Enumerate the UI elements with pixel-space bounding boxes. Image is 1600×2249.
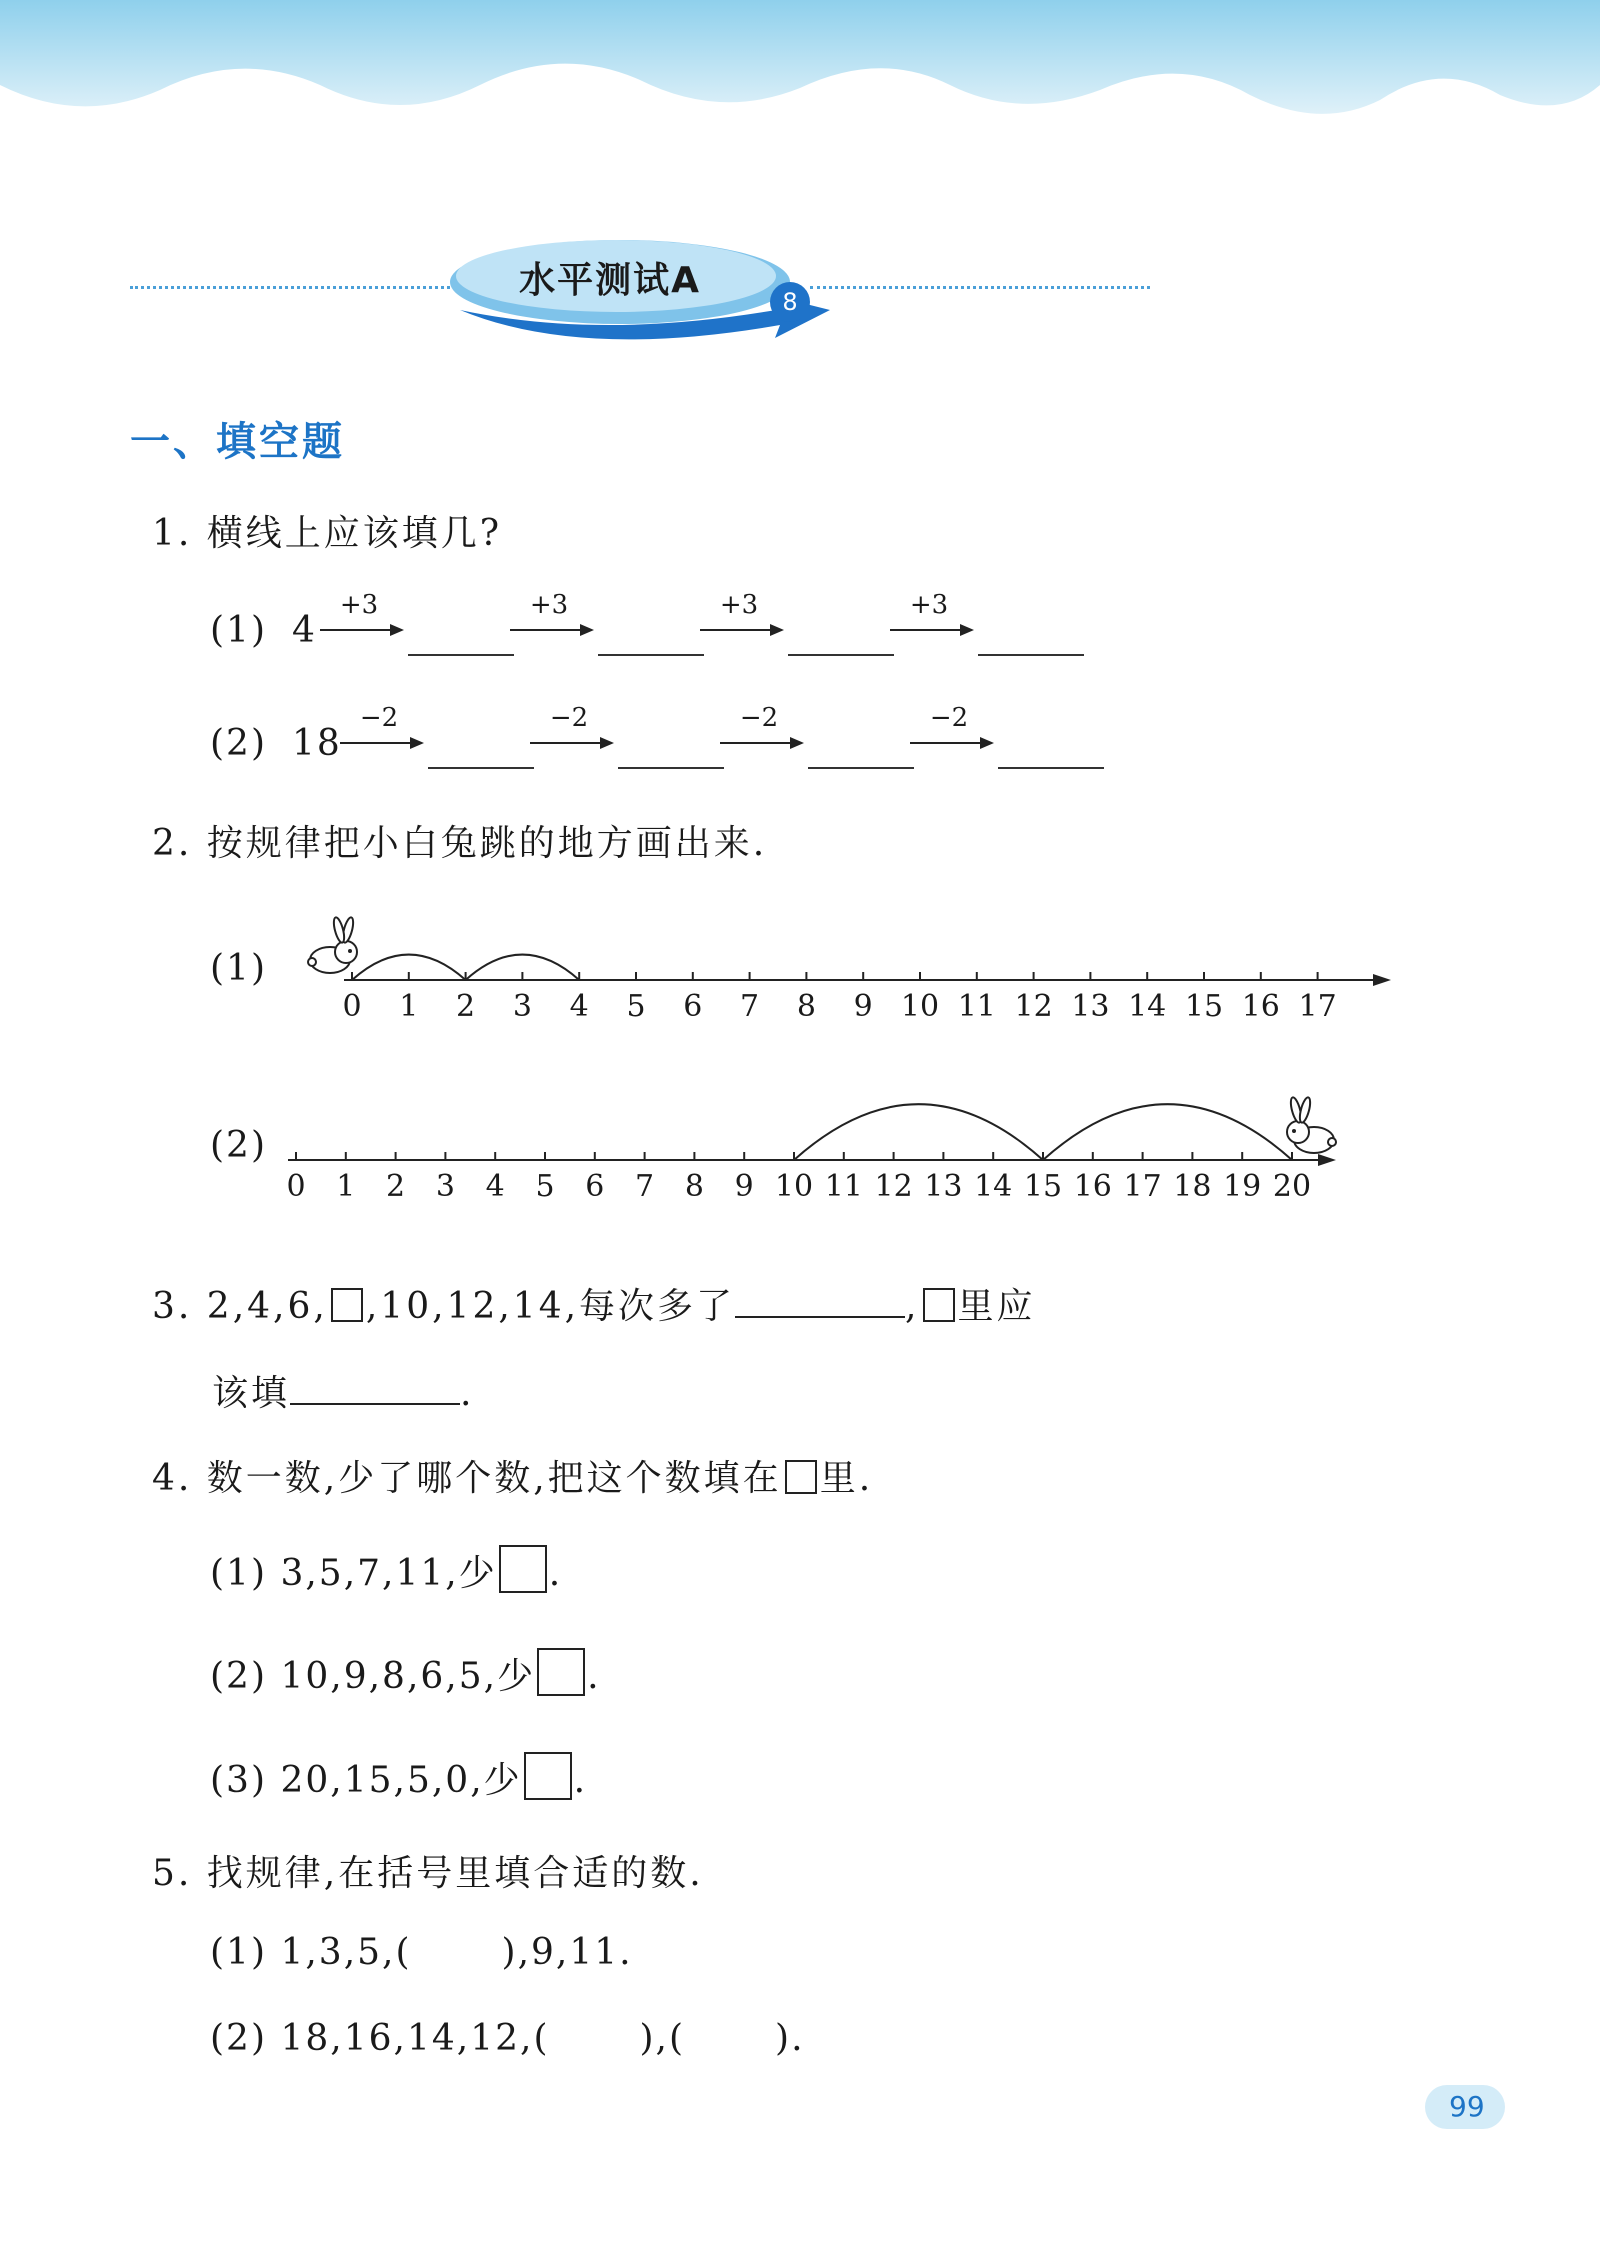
q4-part1-end: . bbox=[548, 1553, 563, 1594]
q1-part2-answer-blank[interactable] bbox=[428, 767, 534, 769]
q3-box-reference bbox=[923, 1288, 955, 1322]
q5-part2-a: (2) 18,16,14,12,( bbox=[210, 2018, 550, 2059]
q1-part1-arrow-icon bbox=[318, 620, 408, 640]
q1-part1-step-label: +3 bbox=[339, 590, 379, 620]
q3-middle: ,10,12,14,每次多了 bbox=[365, 1286, 736, 1327]
number-line-tick-label: 4 bbox=[485, 1169, 505, 1204]
q3-line2 bbox=[212, 1365, 474, 1416]
number-line-tick-label: 10 bbox=[774, 1169, 814, 1204]
q1-part1-arrow-icon bbox=[698, 620, 788, 640]
q3-answer-box[interactable] bbox=[331, 1288, 363, 1322]
number-line-tick-label: 16 bbox=[1073, 1169, 1112, 1204]
q4-box-reference bbox=[785, 1460, 817, 1494]
number-line-arrowhead-icon bbox=[1318, 1154, 1336, 1166]
q1-part1-step-label: +3 bbox=[719, 590, 759, 620]
q4-suffix: 里. bbox=[819, 1458, 874, 1499]
q1-part2-step-label: −2 bbox=[549, 703, 589, 733]
banner-title: 水平测试A bbox=[519, 260, 701, 301]
q1-part1-answer-blank[interactable] bbox=[598, 654, 704, 656]
sky-header-decoration bbox=[0, 0, 1600, 150]
q4-part1-answer-box[interactable] bbox=[499, 1545, 547, 1593]
q1-text: 1. 横线上应该填几? bbox=[152, 513, 503, 554]
number-line-tick-label: 17 bbox=[1298, 989, 1337, 1024]
q5-part2 bbox=[210, 2018, 805, 2059]
q1-part1 bbox=[210, 590, 1110, 670]
number-line-tick-label: 13 bbox=[1071, 989, 1110, 1024]
q1-part2-start: 18 bbox=[292, 723, 342, 764]
number-line-tick-label: 9 bbox=[734, 1169, 754, 1204]
number-line-tick-label: 9 bbox=[853, 989, 873, 1024]
page-number: 99 bbox=[1449, 2090, 1485, 2123]
q1-part2-arrow-icon bbox=[718, 733, 808, 753]
q4-part2-end: . bbox=[587, 1656, 601, 1697]
q4-part3-end: . bbox=[573, 1760, 588, 1801]
q1-part2-arrow-icon bbox=[528, 733, 618, 753]
q5-part1-b: ),9,11. bbox=[501, 1932, 633, 1973]
q5-part1 bbox=[210, 1932, 633, 1973]
dotted-rule-left bbox=[130, 286, 450, 289]
number-line-tick-label: 13 bbox=[924, 1169, 963, 1204]
q4-part2 bbox=[210, 1648, 601, 1699]
q2-part2-number-line bbox=[280, 1090, 1400, 1210]
q4-part2-text: (2) 10,9,8,6,5,少 bbox=[210, 1656, 536, 1697]
unit-number: 8 bbox=[782, 288, 798, 316]
q1-part1-arrow-icon bbox=[888, 620, 978, 640]
number-line-tick-label: 3 bbox=[512, 989, 532, 1024]
number-line-tick-label: 7 bbox=[635, 1169, 655, 1204]
number-line-tick-label: 15 bbox=[1023, 1169, 1063, 1204]
number-line-tick-label: 6 bbox=[683, 989, 703, 1024]
q1-part1-start: 4 bbox=[292, 610, 317, 651]
number-line-tick-label: 0 bbox=[286, 1169, 306, 1204]
q1-part1-arrow-icon bbox=[508, 620, 598, 640]
q3-suffix: , bbox=[905, 1286, 920, 1327]
q1-part2-step-label: −2 bbox=[739, 703, 779, 733]
title-banner bbox=[130, 240, 1150, 340]
q5-part2-b: ),( bbox=[639, 2018, 686, 2059]
q3-line1 bbox=[152, 1278, 1036, 1329]
q4-part3-text: (3) 20,15,5,0,少 bbox=[210, 1760, 522, 1801]
q4-text bbox=[152, 1450, 873, 1501]
q1-part2-arrow-icon bbox=[908, 733, 998, 753]
q3-prefix: 3. 2,4,6, bbox=[152, 1286, 328, 1327]
number-line-tick-label: 14 bbox=[974, 1169, 1013, 1204]
q3-suffix2: 里应 bbox=[957, 1286, 1036, 1327]
q2-text: 2. 按规律把小白兔跳的地方画出来. bbox=[152, 823, 768, 864]
q2-part2-label: (2) bbox=[210, 1125, 267, 1166]
number-line-tick-label: 11 bbox=[824, 1169, 863, 1204]
number-line-tick-label: 18 bbox=[1173, 1169, 1212, 1204]
number-line-tick-label: 6 bbox=[585, 1169, 605, 1204]
number-line-tick-label: 1 bbox=[399, 989, 419, 1024]
rabbit-icon bbox=[1287, 1096, 1336, 1153]
q1-part1-step-label: +3 bbox=[529, 590, 569, 620]
q4-part1 bbox=[210, 1545, 562, 1596]
q3-blank-difference[interactable] bbox=[735, 1316, 905, 1318]
q3-end: . bbox=[460, 1373, 475, 1414]
number-line-tick-label: 5 bbox=[535, 1169, 555, 1204]
q1-part1-answer-blank[interactable] bbox=[978, 654, 1084, 656]
number-line-tick-label: 8 bbox=[684, 1169, 704, 1204]
unit-number-badge bbox=[770, 282, 810, 322]
number-line-tick-label: 5 bbox=[626, 989, 646, 1024]
q1-part2-step-label: −2 bbox=[359, 703, 399, 733]
q5-part1-a: (1) 1,3,5,( bbox=[210, 1932, 412, 1973]
number-line-tick-label: 7 bbox=[740, 989, 760, 1024]
q5-text: 5. 找规律,在括号里填合适的数. bbox=[152, 1853, 704, 1894]
number-line-tick-label: 3 bbox=[435, 1169, 455, 1204]
number-line-tick-label: 8 bbox=[796, 989, 816, 1024]
q1-part1-label: (1) bbox=[210, 610, 267, 651]
number-line-arrowhead-icon bbox=[1373, 974, 1391, 986]
q1-part1-answer-blank[interactable] bbox=[788, 654, 894, 656]
q1-part2-answer-blank[interactable] bbox=[998, 767, 1104, 769]
q3-line2-text: 该填 bbox=[212, 1373, 291, 1414]
q1-part2-arrow-icon bbox=[338, 733, 428, 753]
q1-part2-answer-blank[interactable] bbox=[618, 767, 724, 769]
number-line-tick-label: 16 bbox=[1241, 989, 1280, 1024]
q4-part1-text: (1) 3,5,7,11,少 bbox=[210, 1553, 497, 1594]
q2-part1-number-line bbox=[280, 910, 1400, 1030]
number-line-tick-label: 14 bbox=[1128, 989, 1167, 1024]
q4-part3 bbox=[210, 1752, 587, 1803]
number-line-tick-label: 19 bbox=[1223, 1169, 1262, 1204]
q1-part2 bbox=[210, 703, 1130, 783]
q1-part1-answer-blank[interactable] bbox=[408, 654, 514, 656]
number-line-tick-label: 0 bbox=[342, 989, 362, 1024]
q4-part2-answer-box[interactable] bbox=[537, 1648, 585, 1696]
number-line-tick-label: 12 bbox=[874, 1169, 913, 1204]
q2-part1-label: (1) bbox=[210, 948, 267, 989]
q3-blank-fill[interactable] bbox=[290, 1403, 460, 1405]
q5-part2-c: ). bbox=[775, 2018, 805, 2059]
section-title: 一、填空题 bbox=[130, 419, 345, 465]
q4-prefix: 4. 数一数,少了哪个数,把这个数填在 bbox=[152, 1458, 782, 1499]
jump-arc bbox=[794, 1104, 1043, 1160]
number-line-tick-label: 17 bbox=[1123, 1169, 1162, 1204]
rabbit-icon bbox=[308, 916, 357, 973]
number-line-tick-label: 20 bbox=[1272, 1169, 1312, 1204]
q1-part2-answer-blank[interactable] bbox=[808, 767, 914, 769]
q4-part3-answer-box[interactable] bbox=[524, 1752, 572, 1800]
number-line-tick-label: 1 bbox=[336, 1169, 356, 1204]
q1-part2-step-label: −2 bbox=[929, 703, 969, 733]
q1-part1-step-label: +3 bbox=[909, 590, 949, 620]
number-line-tick-label: 15 bbox=[1184, 989, 1224, 1024]
jump-arc bbox=[1043, 1104, 1292, 1160]
number-line-tick-label: 11 bbox=[957, 989, 996, 1024]
number-line-tick-label: 2 bbox=[456, 989, 476, 1024]
q1-part2-label: (2) bbox=[210, 723, 267, 764]
number-line-tick-label: 12 bbox=[1014, 989, 1053, 1024]
number-line-tick-label: 2 bbox=[386, 1169, 406, 1204]
number-line-tick-label: 10 bbox=[900, 989, 940, 1024]
number-line-tick-label: 4 bbox=[569, 989, 589, 1024]
